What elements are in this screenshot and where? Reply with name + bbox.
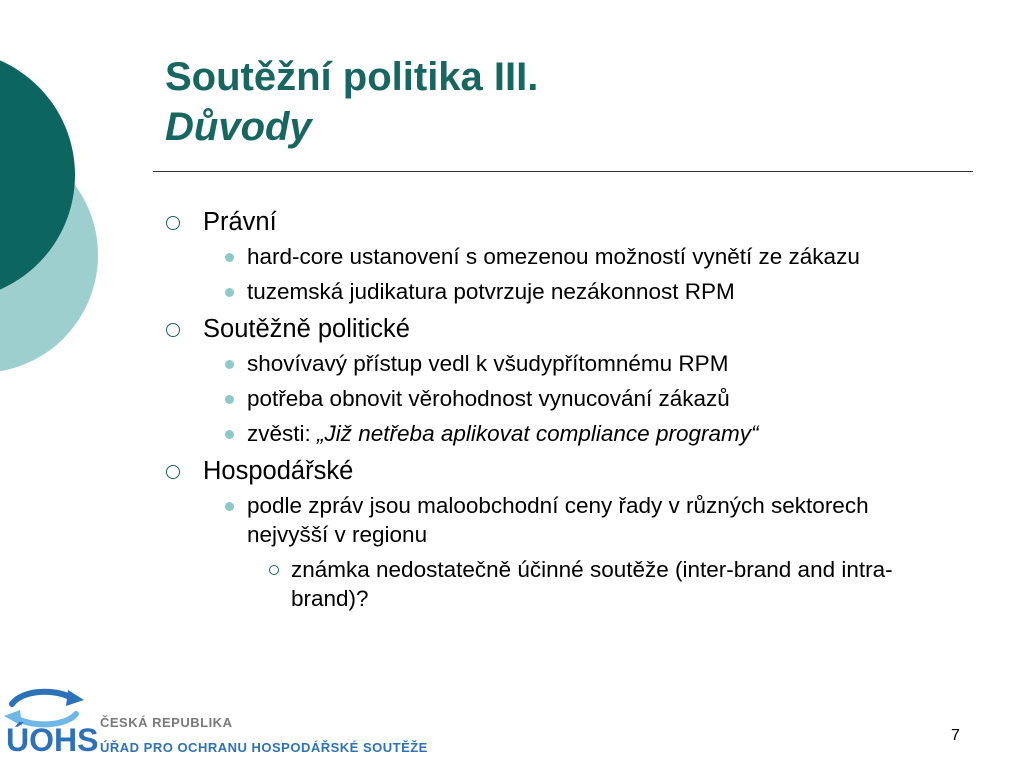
- bullet-text: Právní: [203, 208, 277, 236]
- bullet-item: [160, 454, 930, 613]
- sub-bullet-item: [203, 349, 930, 378]
- org-name: ÚŘAD PRO OCHRANU HOSPODÁŘSKÉ SOUTĚŽE: [100, 740, 428, 755]
- sub-bullet-item: [203, 242, 930, 271]
- filled-circle-bullet-icon: [225, 288, 234, 297]
- sub-bullet-item: [203, 277, 930, 306]
- sub-bullet-list: [203, 491, 930, 549]
- filled-circle-bullet-icon: [225, 502, 234, 511]
- sub-bullet-text: zvěsti:: [247, 421, 318, 446]
- filled-circle-bullet-icon: [225, 253, 234, 262]
- sub-bullet-list: [203, 242, 930, 306]
- slide-content: [160, 205, 930, 617]
- uohs-logo: [2, 686, 99, 766]
- sub-bullet-text: shovívavý přístup vedl k všudypřítomnému RPM: [247, 351, 729, 376]
- sub-bullet-text: potřeba obnovit věrohodnost vynucování zákazů: [247, 386, 730, 411]
- title-line-1: Soutěžní politika III.: [165, 55, 539, 99]
- page-number: 7: [951, 727, 960, 744]
- filled-circle-bullet-icon: [225, 430, 234, 439]
- filled-circle-bullet-icon: [225, 360, 234, 369]
- sub-bullet-item: [203, 384, 930, 413]
- small-hollow-circle-bullet-icon: [269, 565, 279, 575]
- sub-bullet-quote: „Již netřeba aplikovat compliance programy“: [317, 421, 759, 446]
- hollow-circle-bullet-icon: [166, 216, 180, 230]
- hollow-circle-bullet-icon: [166, 465, 180, 479]
- title-divider: [153, 171, 973, 172]
- bullet-text: Hospodářské: [203, 457, 354, 485]
- filled-circle-bullet-icon: [225, 395, 234, 404]
- sub-sub-bullet-list: [203, 555, 930, 613]
- title-line-2: Důvody: [165, 105, 312, 149]
- sub-bullet-text: podle zpráv jsou maloobchodní ceny řady v různých sektorech nejvyšší v regionu: [247, 493, 869, 547]
- sub-bullet-list: [203, 349, 930, 448]
- bullet-list: [160, 205, 930, 613]
- sub-bullet-item: [203, 491, 930, 549]
- hollow-circle-bullet-icon: [166, 323, 180, 337]
- sub-sub-bullet-item: [247, 555, 930, 613]
- bullet-item: [160, 312, 930, 448]
- logo-text: ÚOHS: [6, 722, 99, 758]
- sub-bullet-item: [203, 419, 930, 448]
- sub-bullet-text: hard-core ustanovení s omezenou možností vynětí ze zákazu: [247, 244, 860, 269]
- org-country: ČESKÁ REPUBLIKA: [100, 715, 233, 730]
- slide-title: [165, 52, 538, 152]
- bullet-text: Soutěžně politické: [203, 315, 410, 343]
- sub-bullet-text: tuzemská judikatura potvrzuje nezákonnost RPM: [247, 279, 735, 304]
- decorative-circles: [0, 0, 120, 420]
- sub-sub-bullet-text: známka nedostatečně účinné soutěže (inter-brand and intra-brand)?: [291, 557, 893, 611]
- bullet-item: [160, 205, 930, 306]
